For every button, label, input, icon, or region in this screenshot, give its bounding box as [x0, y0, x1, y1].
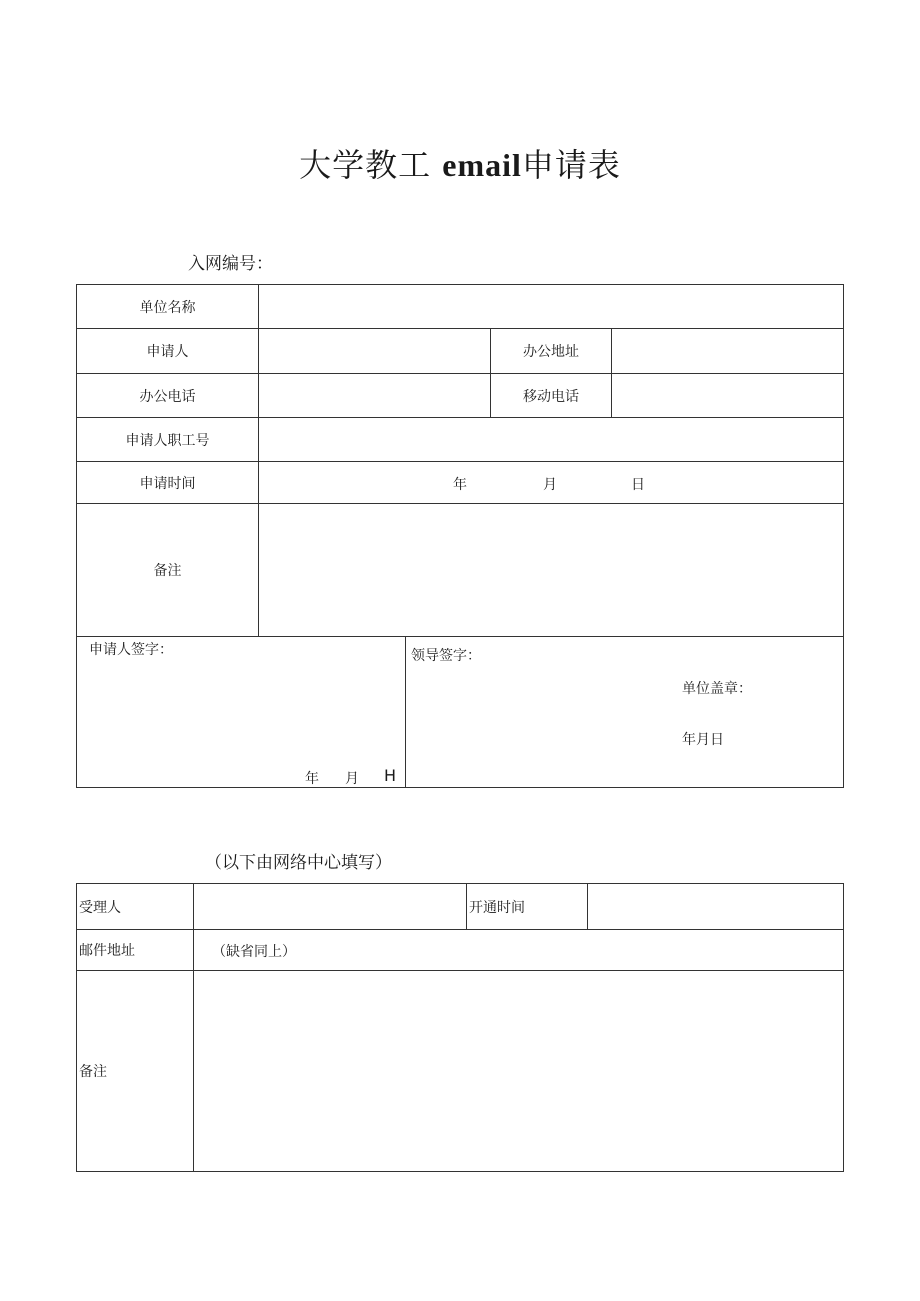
mobile-phone-field[interactable] [612, 374, 843, 417]
open-time-label: 开通时间 [469, 899, 525, 916]
receiver-label: 受理人 [79, 899, 121, 916]
employee-id-field[interactable] [259, 418, 843, 461]
receiver-field[interactable] [194, 884, 466, 929]
employee-id-label: 申请人职工号 [125, 432, 210, 449]
center-remarks-field[interactable] [194, 971, 843, 1171]
center-remarks-label: 备注 [79, 1064, 107, 1080]
unit-name-field[interactable] [259, 285, 843, 328]
sign-month-label: 月 [345, 771, 359, 787]
page-title [0, 140, 920, 186]
apply-day-label: 日 [631, 477, 645, 493]
office-address-label: 办公地址 [523, 344, 579, 360]
remarks-field[interactable] [259, 504, 843, 636]
office-phone-label: 办公电话 [139, 388, 196, 405]
apply-month-label: 月 [543, 477, 557, 493]
open-time-field[interactable] [588, 884, 843, 929]
mobile-phone-label: 移动电话 [523, 388, 579, 405]
remarks-label: 备注 [153, 563, 182, 579]
title-email: email [442, 147, 522, 183]
office-address-field[interactable] [612, 329, 843, 373]
applicant-signature-label: 申请人签字： [89, 642, 173, 658]
apply-year-label: 年 [453, 477, 467, 493]
mail-address-label: 邮件地址 [79, 943, 135, 959]
title-suffix: 申请表 [521, 146, 621, 184]
unit-seal-label: 单位盖章： [682, 681, 752, 697]
office-phone-field[interactable] [259, 374, 490, 417]
mail-address-field[interactable] [194, 930, 843, 970]
network-center-note: （以下由网络中心填写） [205, 853, 392, 873]
applicant-field[interactable] [259, 329, 490, 373]
title-prefix: 大学教工 [299, 146, 432, 184]
applicant-signature-area[interactable] [77, 637, 405, 787]
apply-time-label: 申请时间 [139, 475, 196, 492]
unit-name-label: 单位名称 [139, 299, 196, 316]
sign-day-label: H [384, 766, 397, 785]
apply-time-field[interactable] [259, 462, 843, 503]
network-center-table [76, 883, 844, 1172]
leader-signature-area[interactable] [406, 637, 843, 787]
mail-default-note: （缺省同上） [212, 944, 296, 960]
sign-year-label: 年 [305, 771, 319, 787]
application-form-table [76, 284, 844, 788]
network-number-label: 入网编号： [188, 254, 273, 274]
applicant-label: 申请人 [146, 344, 189, 360]
seal-date-label: 年月日 [682, 732, 724, 748]
leader-signature-label: 领导签字： [411, 648, 481, 664]
